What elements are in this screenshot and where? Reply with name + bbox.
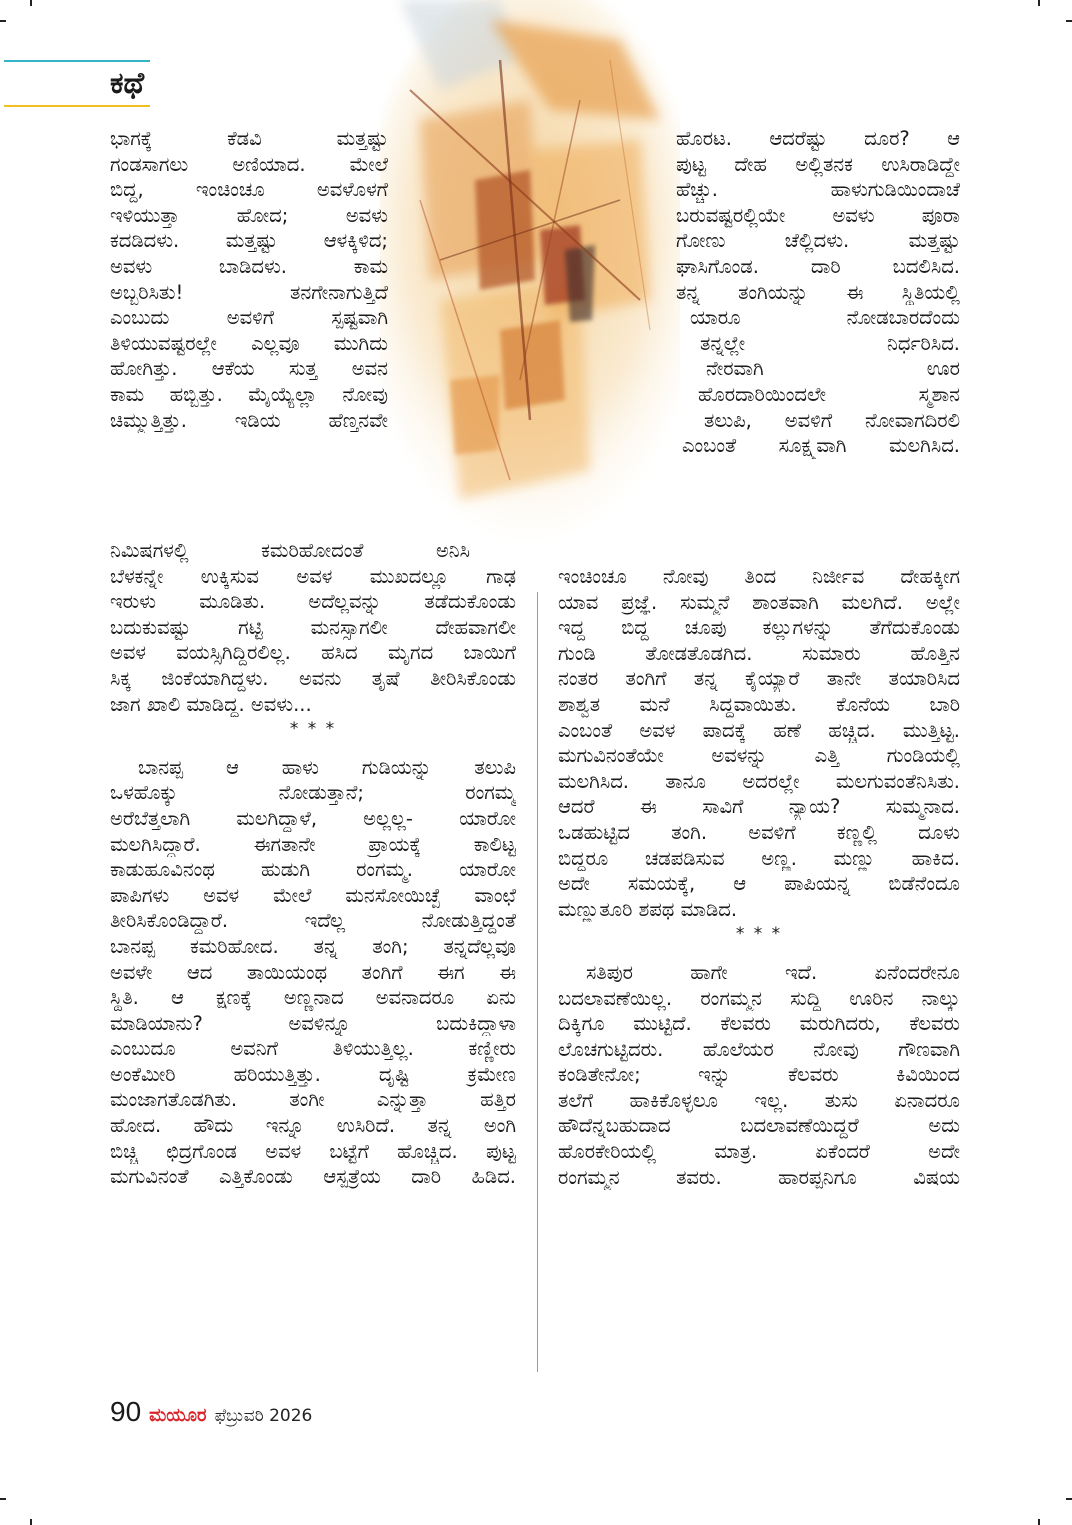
text-line: ಬೆಳಕನ್ನೇ ಉಕ್ಕಿಸುವ ಅವಳ ಮುಖದಲ್ಲೂ ಗಾಢ: [110, 564, 516, 588]
text-line: ಎಂಬುದೂ ಅವನಿಗೆ ತಿಳಿಯುತ್ತಿಲ್ಲ. ಕಣ್ಣೀರು: [110, 1037, 516, 1061]
text-line: ತಲೆಗೆ ಹಾಕಿಕೊಳ್ಳಲೂ ಇಲ್ಲ. ತುಸು ಏನಾದರೂ: [558, 1088, 960, 1112]
text-line: ಅರೆಬೆತ್ತಲಾಗಿ ಮಲಗಿದ್ದಾಳೆ, ಅಲ್ಲಲ್ಲ- ಯಾರೋ: [110, 806, 516, 830]
text-line: ತಿಳಿಯುವಷ್ಟರಲ್ಲೇ ಎಲ್ಲವೂ ಮುಗಿದು: [110, 331, 388, 355]
text-line: ಬದುಕುವಷ್ಟು ಗಟ್ಟಿ ಮನಸ್ಸಾಗಲೀ ದೇಹವಾಗಲೀ: [110, 615, 516, 639]
text-line: ಇದ್ದ ಬಿದ್ದ ಚೂಪು ಕಲ್ಲುಗಳನ್ನು ತೆಗೆದುಕೊಂಡು: [558, 616, 960, 640]
text-line: ಎಂಬಂತೆ ಸೂಕ್ಷ್ಮವಾಗಿ ಮಲಗಿಸಿದ.: [682, 434, 960, 458]
magazine-brand: ಮಯೂರ: [149, 1405, 207, 1426]
crop-mark: [30, 1519, 32, 1525]
text-line: ಗುಂಡಿ ತೋಡತೊಡಗಿದ. ಸುಮಾರು ಹೊತ್ತಿನ: [558, 641, 960, 665]
text-line: ಸತಿಪುರ ಹಾಗೇ ಇದೆ. ಏನೆಂದರೇನೂ: [586, 960, 960, 984]
crop-mark: [1066, 1498, 1072, 1500]
text-line: ಎಂಬಂತೆ ಅವಳ ಪಾದಕ್ಕೆ ಹಣೆ ಹಚ್ಚಿದ. ಮುತ್ತಿಟ್ಟ.: [558, 718, 960, 742]
section-break: * * *: [735, 924, 783, 945]
column-2-upper: [676, 126, 960, 459]
text-line: ಅವಳ ವಯಸ್ಸಿಗಿದ್ದಿರಲಿಲ್ಲ. ಹಸಿದ ಮೃಗದ ಬಾಯಿಗೆ: [110, 641, 516, 665]
text-line: ಲೊಚಗುಟ್ಟಿದರು. ಹೊಲೆಯರ ನೋವು ಗೌಣವಾಗಿ: [558, 1037, 960, 1061]
text-line: ಮಗುವಿನಂತೆಯೇ ಅವಳನ್ನು ಎತ್ತಿ ಗುಂಡಿಯಲ್ಲಿ: [558, 744, 960, 768]
text-line: ಗೋಣು ಚೆಲ್ಲಿದಳು. ಮತ್ತಷ್ಟು: [676, 229, 960, 253]
text-line: ಯಾರೂ ನೋಡಬಾರದೆಂದು: [690, 306, 960, 330]
text-line: ಕಾಮ ಹಬ್ಬಿತ್ತು. ಮೈಯ್ಯೆಲ್ಲಾ ನೋವು: [110, 382, 388, 406]
paragraph-gap: [558, 948, 960, 960]
text-line: ಸ್ಥಿತಿ. ಆ ಕ್ಷಣಕ್ಕೆ ಅಣ್ಣನಾದ ಅವನಾದರೂ ಏನು: [110, 986, 516, 1010]
text-line: ಪಾಪಿಗಳು ಅವಳ ಮೇಲೆ ಮನಸೋಯಿಚ್ಛೆ ವಾಂಛೆ: [110, 883, 516, 907]
column-1-upper: [110, 126, 388, 433]
text-line: ಮಗುವಿನಂತೆ ಎತ್ತಿಕೊಂಡು ಆಸ್ಪತ್ರೆಯ ದಾರಿ ಹಿಡಿದ.: [110, 1165, 516, 1189]
text-line: ಹೊರಕೇರಿಯಲ್ಲಿ ಮಾತ್ರ. ಏಕೆಂದರೆ ಅದೇ: [558, 1140, 960, 1164]
column-1-lower: [110, 538, 516, 1190]
text-line: ಶಾಶ್ವತ ಮನೆ ಸಿದ್ಧವಾಯಿತು. ಕೊನೆಯ ಬಾರಿ: [558, 692, 960, 716]
text-line: ಅವಳೇ ಆದ ತಾಯಿಯಂಥ ತಂಗಿಗೆ ಈಗ ಈ: [110, 960, 516, 984]
text-line: ಹೌದೆನ್ನಬಹುದಾದ ಬದಲಾವಣೆಯಿದ್ದರೆ ಅದು: [558, 1114, 960, 1138]
text-line: ಇಂಚಿಂಚೂ ನೋವು ತಿಂದ ನಿರ್ಜೀವ ದೇಹಕ್ಕೀಗ: [558, 565, 960, 588]
text-line: ನಂತರ ತಂಗಿಗೆ ತನ್ನ ಕೈಯ್ಯಾರೆ ತಾನೇ ತಯಾರಿಸಿದ: [558, 667, 960, 691]
text-line: ಒಳಹೊಕ್ಕು ನೋಡುತ್ತಾನೆ; ರಂಗಮ್ಮ: [110, 781, 516, 805]
column-2-lower: [558, 564, 960, 1190]
text-line: ತೀರಿಸಿಕೊಂಡಿದ್ದಾರೆ. ಇದೆಲ್ಲ ನೋಡುತ್ತಿದ್ದಂತೆ: [110, 909, 516, 933]
paragraph-gap: [110, 743, 516, 755]
text-line: ಅದೇ ಸಮಯಕ್ಕೆ, ಆ ಪಾಪಿಯನ್ನ ಬಿಡೆನೆಂದೂ: [558, 872, 960, 896]
text-line: ಅಂಕೆಮೀರಿ ಹರಿಯುತ್ತಿತ್ತು. ದೃಷ್ಟಿ ಕ್ರಮೇಣ: [110, 1062, 516, 1086]
text-line: ಅಬ್ಬರಿಸಿತು! ತನಗೇನಾಗುತ್ತಿದೆ: [110, 280, 388, 304]
text-line: ಸಿಕ್ಕ ಜಿಂಕೆಯಾಗಿದ್ದಳು. ಅವನು ತೃಷೆ ತೀರಿಸಿಕೊಂಡು: [110, 666, 516, 690]
watercolor-illustration: [380, 0, 680, 560]
text-line: ನೇರವಾಗಿ ಊರ: [706, 357, 960, 381]
text-line: ದಿಕ್ಕಿಗೂ ಮುಟ್ಟಿದೆ. ಕೆಲವರು ಮರುಗಿದರು, ಕೆಲವರು: [558, 1012, 960, 1036]
text-line: ಇಳಿಯುತ್ತಾ ಹೋದ; ಅವಳು: [110, 203, 388, 227]
text-line: ಮಾಡಿಯಾನು? ಅವಳಿನ್ನೂ ಬದುಕಿದ್ದಾಳಾ: [110, 1011, 516, 1035]
text-line: ಕಾಡುಹೂವಿನಂಥ ಹುಡುಗಿ ರಂಗಮ್ಮ. ಯಾರೋ: [110, 858, 516, 882]
text-line: ಭಾಗಕ್ಕೆ ಕೆಡವಿ ಮತ್ತಷ್ಟು: [110, 127, 388, 150]
text-line: ಬಿದ್ದ, ಇಂಚಿಂಚೂ ಅವಳೊಳಗೆ: [110, 178, 388, 202]
issue-date: ಫೆಬ್ರುವರಿ 2026: [214, 1406, 313, 1426]
text-line: ರಂಗಮ್ಮನ ತವರು. ಹಾರಪ್ಪನಿಗೂ ವಿಷಯ: [558, 1165, 960, 1189]
text-line: ಬರುವಷ್ಟರಲ್ಲಿಯೇ ಅವಳು ಪೂರಾ: [676, 203, 960, 227]
text-line: ಜಾಗ ಖಾಲಿ ಮಾಡಿದ್ದ. ಅವಳು...: [110, 692, 312, 716]
text-line: ಬಾನಪ್ಪ ಆ ಹಾಳು ಗುಡಿಯನ್ನು ತಲುಪಿ: [138, 755, 516, 779]
text-line: ಕದಡಿದಳು. ಮತ್ತಷ್ಟು ಆಳಕ್ಕಿಳಿದ;: [110, 229, 388, 253]
section-rule-bottom: [4, 105, 150, 107]
section-break: * * *: [289, 719, 337, 740]
text-line: ಯಾವ ಪ್ರಜ್ಞೆ. ಸುಮ್ಮನೆ ಶಾಂತವಾಗಿ ಮಲಗಿದೆ. ಅಲ್ಲೇ: [558, 590, 960, 614]
text-line: ಅವಳು ಬಾಡಿದಳು. ಕಾಮ: [110, 254, 388, 278]
text-line: ಹೊರಟ. ಆದರೆಷ್ಟು ದೂರ? ಆ: [676, 127, 960, 150]
text-line: ತನ್ನ ತಂಗಿಯನ್ನು ಈ ಸ್ಥಿತಿಯಲ್ಲಿ: [676, 280, 960, 304]
section-label: ಕಥೆ: [110, 66, 145, 101]
text-line: ತಲುಪಿ, ಅವಳಿಗೆ ನೋವಾಗದಿರಲಿ: [704, 408, 960, 432]
text-line: ಹೋದ. ಹೌದು ಇನ್ನೂ ಉಸಿರಿದೆ. ತನ್ನ ಅಂಗಿ: [110, 1114, 516, 1138]
section-rule-top: [4, 60, 150, 62]
crop-mark: [1038, 1519, 1040, 1525]
column-divider: [537, 592, 538, 1372]
text-line: ಚಿಮ್ಮುತ್ತಿತ್ತು. ಇಡಿಯ ಹೆಣ್ತನವೇ: [110, 408, 388, 432]
text-line: ತನ್ನಲ್ಲೇ ನಿರ್ಧರಿಸಿದ.: [700, 331, 960, 355]
text-line: ಗಂಡಸಾಗಲು ಅಣಿಯಾದ. ಮೇಲೆ: [110, 152, 388, 176]
text-line: ಬದಲಾವಣೆಯಿಲ್ಲ. ರಂಗಮ್ಮನ ಸುದ್ದಿ ಊರಿನ ನಾಲ್ಕು: [558, 986, 960, 1010]
text-line: ಬಾನಪ್ಪ ಕಮರಿಹೋದ. ತನ್ನ ತಂಗಿ; ತನ್ನದೆಲ್ಲವೂ: [110, 934, 516, 958]
text-line: ಬಿಚ್ಚಿ ಛಿದ್ರಗೊಂಡ ಅವಳ ಬಟ್ಟೆಗೆ ಹೊಚ್ಚಿದ. ಪುಟ್ಟ: [110, 1139, 516, 1163]
text-line: ಇರುಳು ಮೂಡಿತು. ಅದೆಲ್ಲವನ್ನು ತಡೆದುಕೊಂಡು: [110, 590, 516, 614]
text-line: ಆದರೆ ಈ ಸಾವಿಗೆ ನ್ಯಾಯ? ಸುಮ್ಮನಾದ.: [558, 795, 960, 819]
text-line: ಬಿದ್ದರೂ ಚಡಪಡಿಸುವ ಅಣ್ಣ. ಮಣ್ಣು ಹಾಕಿದ.: [558, 846, 960, 870]
crop-mark: [1066, 20, 1072, 22]
text-line: ಕಂಡಿತೇನೋ; ಇನ್ನು ಕೆಲವರು ಕಿವಿಯಿಂದ: [558, 1063, 960, 1087]
crop-mark: [0, 20, 6, 22]
text-line: ನಿಮಿಷಗಳಲ್ಲಿ ಕಮರಿಹೋದಂತೆ ಅನಿಸಿ: [110, 539, 470, 562]
text-line: ಮಲಗಿಸಿದ. ತಾನೂ ಅದರಲ್ಲೇ ಮಲಗುವಂತೆನಿಸಿತು.: [558, 769, 960, 793]
text-line: ಮಂಜಾಗತೊಡಗಿತು. ತಂಗೀ ಎನ್ನುತ್ತಾ ಹತ್ತಿರ: [110, 1088, 516, 1112]
text-line: ಘಾಸಿಗೊಂಡ. ದಾರಿ ಬದಲಿಸಿದ.: [676, 254, 960, 278]
page-number: 90: [110, 1396, 142, 1427]
text-line: ಪುಟ್ಟ ದೇಹ ಅಲ್ಲಿತನಕ ಉಸಿರಾಡಿದ್ದೇ: [676, 152, 960, 176]
crop-mark: [30, 0, 32, 6]
text-line: ಹೆಚ್ಚು. ಹಾಳುಗುಡಿಯಿಂದಾಚೆ: [676, 178, 960, 202]
text-line: ಮಣ್ಣುತೂರಿ ಶಪಥ ಮಾಡಿದ.: [558, 897, 738, 921]
text-line: ಹೋಗಿತ್ತು. ಆಕೆಯ ಸುತ್ತ ಅವನ: [110, 357, 388, 381]
text-line: ಎಂಬುದು ಅವಳಿಗೆ ಸ್ಪಷ್ಟವಾಗಿ: [110, 306, 388, 330]
text-line: ಹೊರದಾರಿಯಿಂದಲೇ ಸ್ಮಶಾನ: [698, 382, 960, 406]
text-line: ಒಡಹುಟ್ಟಿದ ತಂಗಿ. ಅವಳಿಗೆ ಕಣ್ಣಲ್ಲಿ ದೂಳು: [558, 820, 960, 844]
text-line: ಮಲಗಿಸಿದ್ದಾರೆ. ಈಗತಾನೇ ಪ್ರಾಯಕ್ಕೆ ಕಾಲಿಟ್ಟ: [110, 832, 516, 856]
crop-mark: [0, 1498, 6, 1500]
page-footer: [110, 1396, 312, 1428]
crop-mark: [1038, 0, 1040, 6]
